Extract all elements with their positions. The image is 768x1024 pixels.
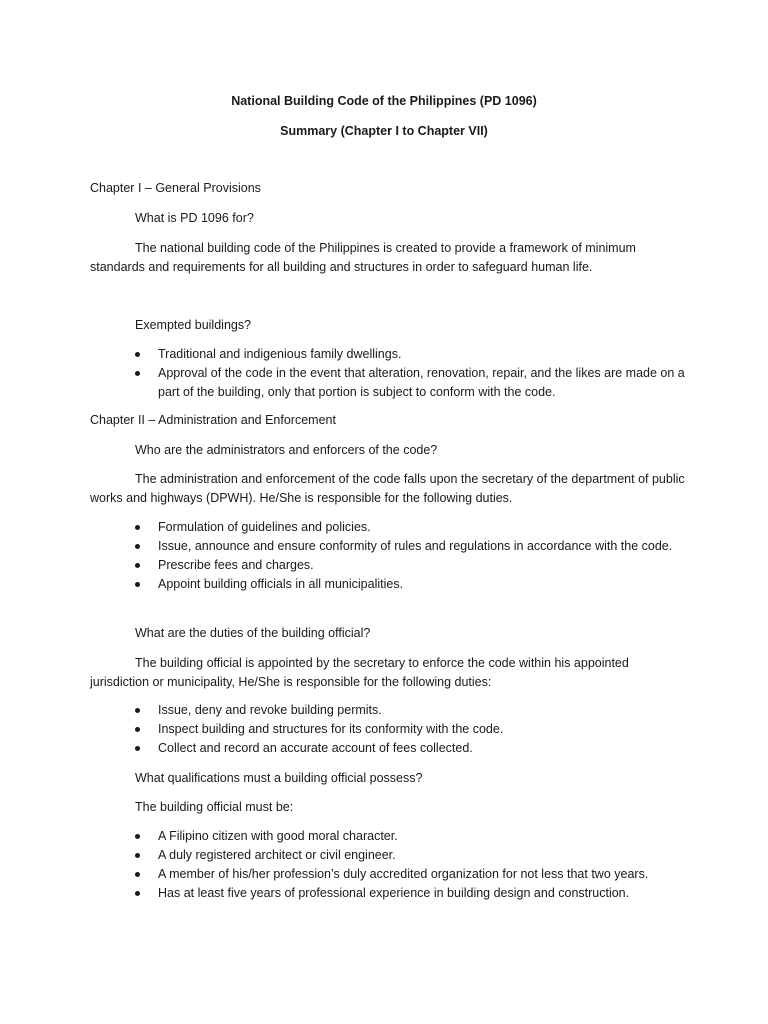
list-item bbox=[135, 865, 695, 884]
bullet-icon bbox=[135, 544, 140, 549]
list-item-text: Inspect building and structures for its conformity with the code. bbox=[158, 722, 504, 736]
bullet-icon bbox=[135, 727, 140, 732]
list-item bbox=[135, 720, 695, 739]
list-item-text: A member of his/her profession’s duly accredited organization for not less that two years. bbox=[158, 867, 649, 881]
list-item bbox=[135, 701, 695, 720]
list-item bbox=[135, 846, 695, 865]
list-item bbox=[135, 556, 695, 575]
bullet-icon bbox=[135, 352, 140, 357]
list-item-text: Issue, deny and revoke building permits. bbox=[158, 703, 382, 717]
chapter-1-heading: Chapter I – General Provisions bbox=[90, 181, 261, 195]
chapter-2-bullet-list-1 bbox=[135, 518, 695, 594]
bullet-icon bbox=[135, 872, 140, 877]
bullet-icon bbox=[135, 834, 140, 839]
list-item-text: A duly registered architect or civil engineer. bbox=[158, 848, 396, 862]
bullet-icon bbox=[135, 371, 140, 376]
bullet-icon bbox=[135, 891, 140, 896]
chapter-2-heading: Chapter II – Administration and Enforcement bbox=[90, 413, 336, 427]
chapter-2-paragraph-2: The building official is appointed by the secretary to enforce the code within his appointed jurisdiction or municipality, He/She is responsible for the following duties: bbox=[90, 656, 629, 689]
list-item-text: A Filipino citizen with good moral character. bbox=[158, 829, 398, 843]
list-item bbox=[135, 827, 695, 846]
list-item bbox=[135, 364, 695, 402]
list-item-text: Prescribe fees and charges. bbox=[158, 558, 314, 572]
chapter-2-paragraph-3: The building official must be: bbox=[135, 800, 294, 814]
bullet-icon bbox=[135, 708, 140, 713]
document-subtitle: Summary (Chapter I to Chapter VII) bbox=[280, 124, 488, 138]
chapter-1-question-1: What is PD 1096 for? bbox=[135, 211, 254, 225]
chapter-2-paragraph-1: The administration and enforcement of the code falls upon the secretary of the department of public works and highways (DPWH). He/She is responsible for the following duties. bbox=[90, 472, 685, 505]
list-item bbox=[135, 345, 695, 364]
bullet-icon bbox=[135, 853, 140, 858]
list-item-text: Appoint building officials in all municipalities. bbox=[158, 577, 404, 591]
chapter-1-question-2: Exempted buildings? bbox=[135, 318, 252, 332]
document-title: National Building Code of the Philippines (PD 1096) bbox=[231, 94, 537, 108]
list-item bbox=[135, 739, 695, 758]
bullet-icon bbox=[135, 563, 140, 568]
chapter-2-bullet-list-3 bbox=[135, 827, 695, 903]
list-item-text: Formulation of guidelines and policies. bbox=[158, 520, 371, 534]
list-item bbox=[135, 575, 695, 594]
chapter-2-question-3: What qualifications must a building official possess? bbox=[135, 771, 423, 785]
bullet-icon bbox=[135, 525, 140, 530]
list-item-text: Issue, announce and ensure conformity of rules and regulations in accordance with the code. bbox=[158, 539, 673, 553]
list-item-text: Has at least five years of professional experience in building design and construction. bbox=[158, 886, 630, 900]
chapter-1-bullet-list bbox=[135, 345, 695, 402]
chapter-1-paragraph-1: The national building code of the Philippines is created to provide a framework of minimum standards and requirements for all building and structures in order to safeguard human life. bbox=[90, 241, 636, 274]
chapter-2-bullet-list-2 bbox=[135, 701, 695, 758]
chapter-2-question-1: Who are the administrators and enforcers of the code? bbox=[135, 443, 438, 457]
chapter-2-question-2: What are the duties of the building official? bbox=[135, 626, 371, 640]
list-item bbox=[135, 537, 695, 556]
list-item-text: Traditional and indigenious family dwellings. bbox=[158, 347, 402, 361]
list-item-text: Collect and record an accurate account of fees collected. bbox=[158, 741, 473, 755]
list-item bbox=[135, 884, 695, 903]
list-item bbox=[135, 518, 695, 537]
bullet-icon bbox=[135, 582, 140, 587]
bullet-icon bbox=[135, 746, 140, 751]
list-item-text: Approval of the code in the event that alteration, renovation, repair, and the likes are made on a part of the building, only that portion is subject to conform with the code. bbox=[158, 366, 685, 399]
